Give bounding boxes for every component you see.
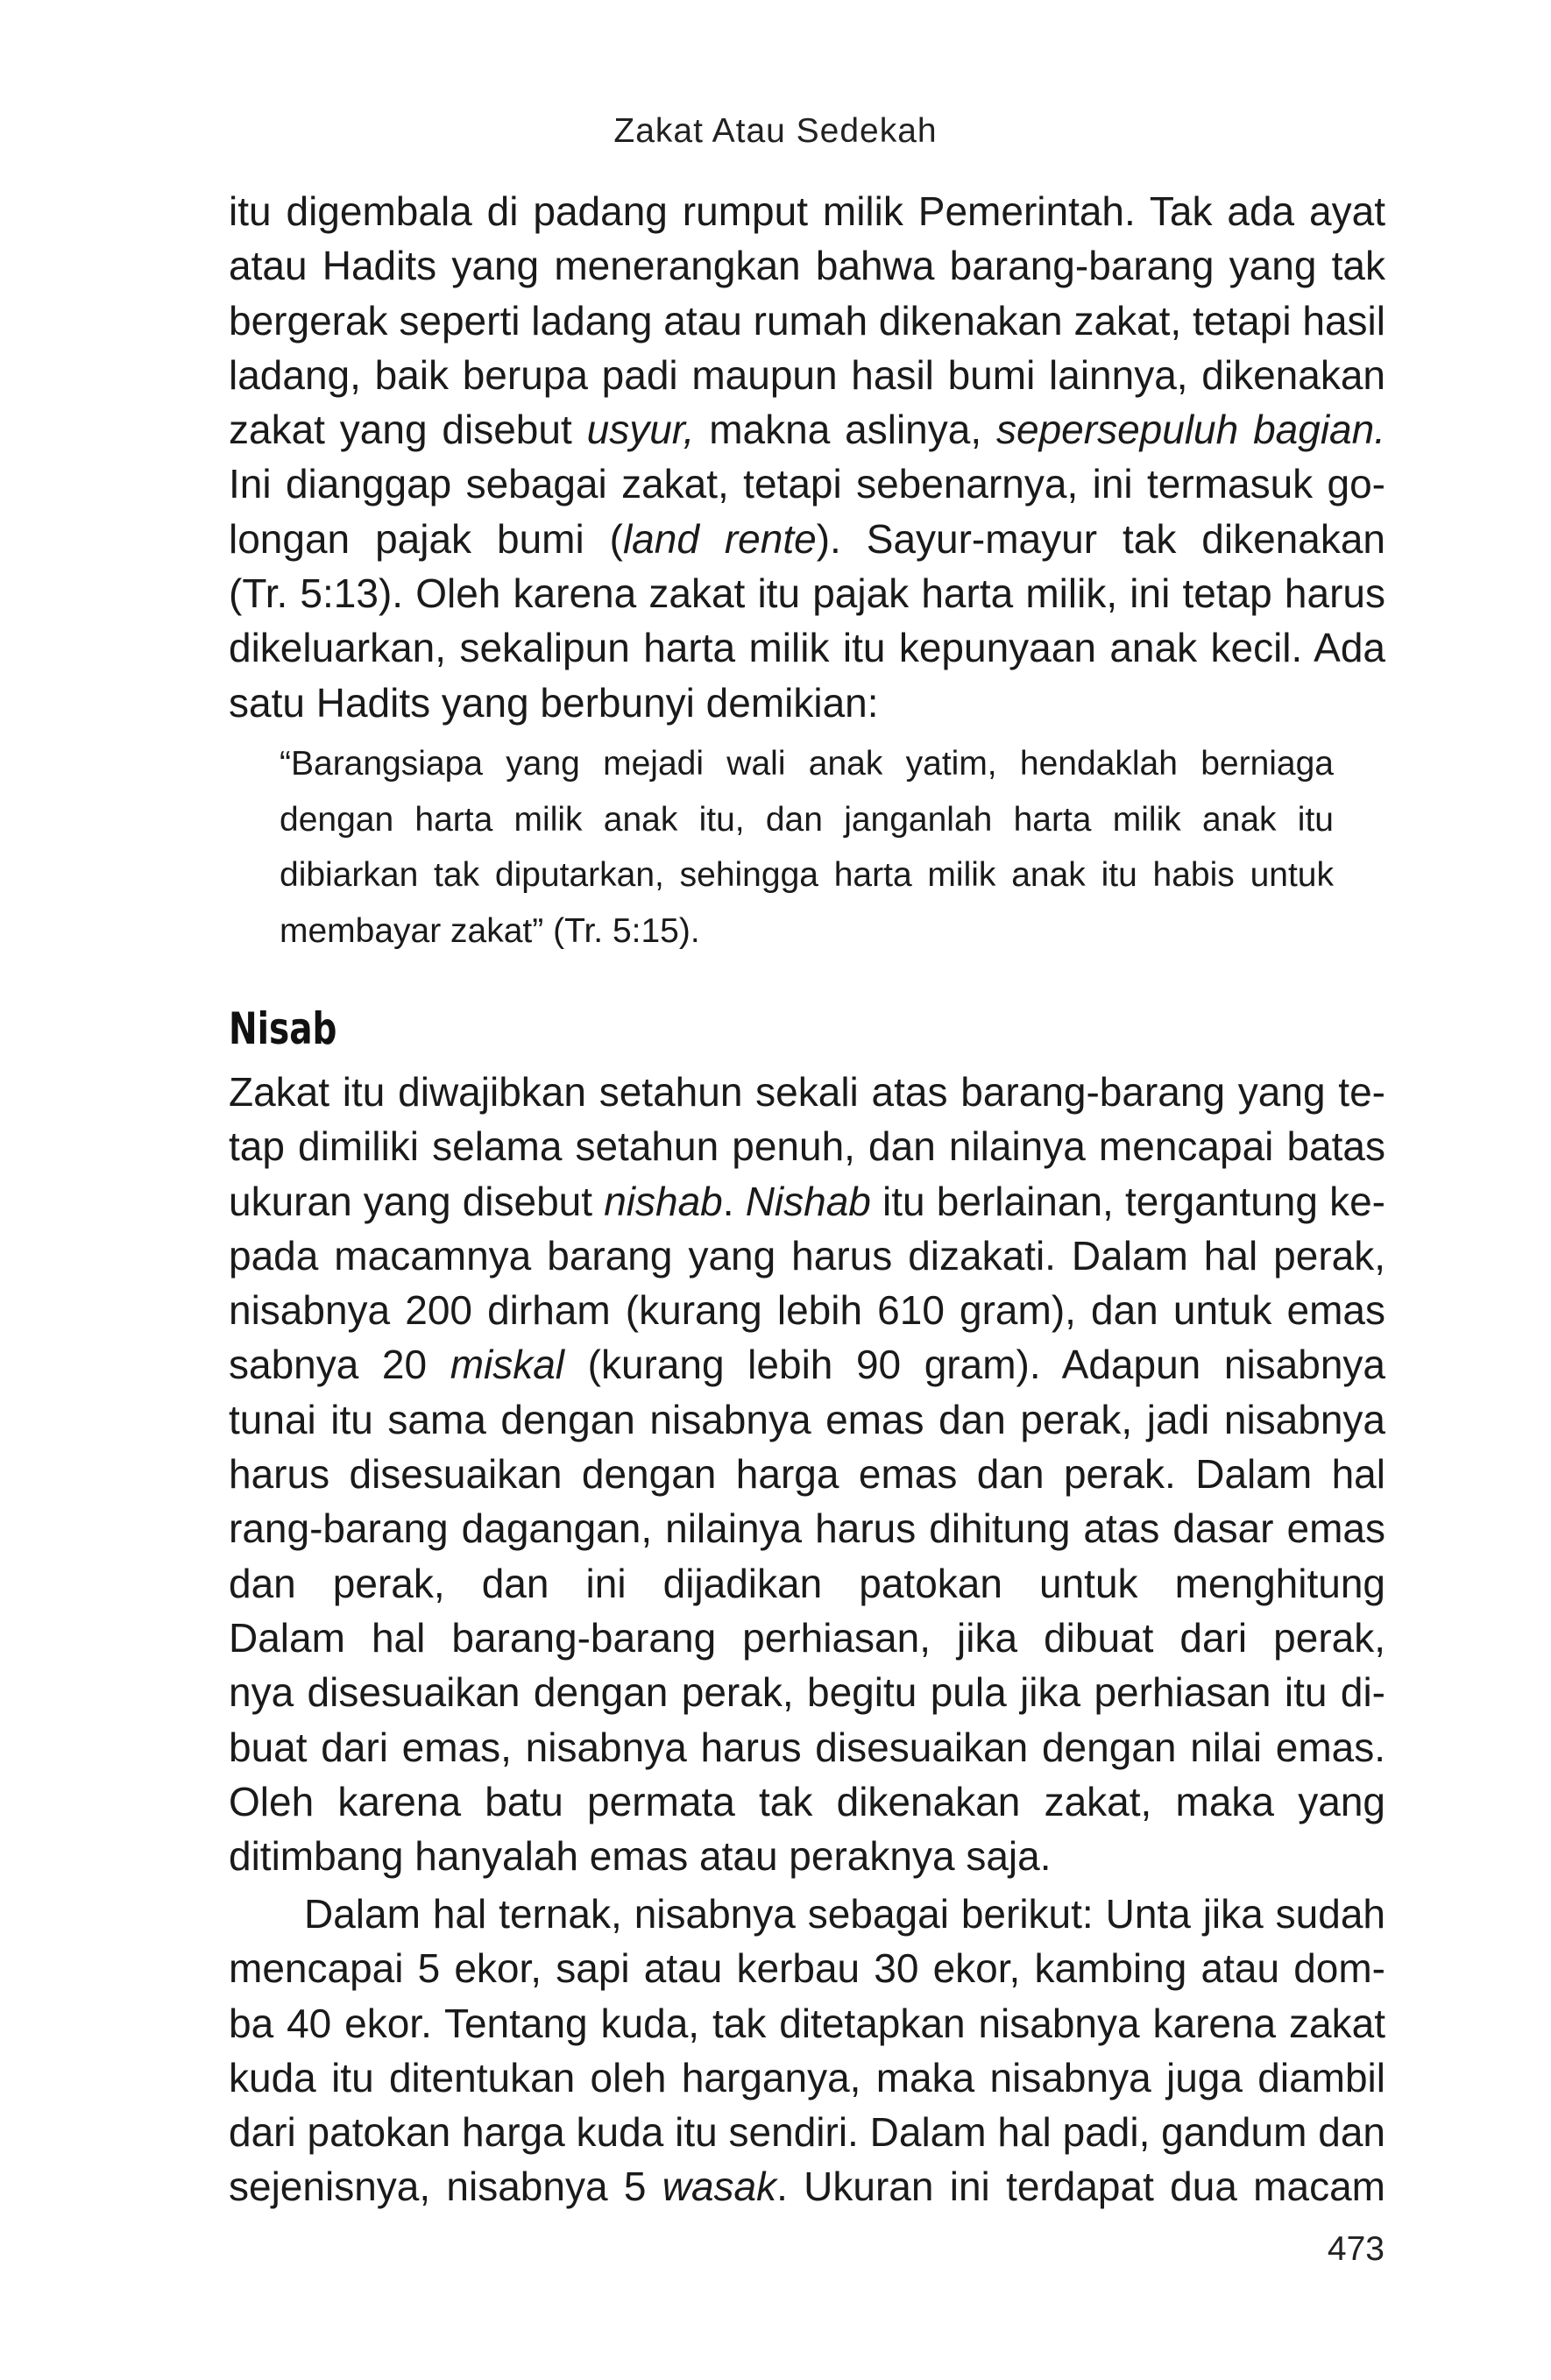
- quote-line: dibiarkan tak diputarkan, sehingga harta milik anak itu habis untuk: [280, 856, 1334, 894]
- term-miskal: miskal: [450, 1342, 565, 1388]
- text-line: [229, 512, 1385, 566]
- text-line: [229, 1174, 1385, 1229]
- text-line: (Tr. 5:13). Oleh karena zakat itu pajak harta milik, ini tetap harus: [229, 570, 1385, 617]
- paragraph-nisab: [229, 1065, 1385, 1883]
- term-usyur: usyur,: [586, 407, 695, 453]
- text-line: [229, 2159, 1385, 2214]
- text-run: ). Sayur-mayur tak dikenakan: [816, 515, 1385, 562]
- text-line: tap dimiliki selama setahun penuh, dan nilainya mencapai batas: [229, 1123, 1385, 1170]
- text-run: itu berlainan, tergantung ke-: [870, 1178, 1385, 1224]
- text-line: rang-barang dagangan, nilainya harus dihitung atas dasar emas: [229, 1505, 1385, 1552]
- page-number: 473: [1327, 2230, 1385, 2268]
- term-nishab: nishab: [604, 1178, 723, 1224]
- text-run: makna aslinya,: [694, 407, 996, 453]
- text-line: dari patokan harga kuda itu sendiri. Dalam hal padi, gandum dan: [229, 2109, 1385, 2156]
- text-line: satu Hadits yang berbunyi demikian:: [229, 679, 879, 726]
- text-line: Dalam hal ternak, nisabnya sebagai berikut: Unta jika sudah: [304, 1891, 1385, 1937]
- section-heading-nisab: Nisab: [229, 1003, 337, 1054]
- text-line: nya disesuaikan dengan perak, begitu pula jika perhiasan itu di-: [229, 1669, 1385, 1716]
- quote-line: dengan harta milik anak itu, dan janganlah harta milik anak itu: [280, 800, 1334, 839]
- text-run: longan pajak bumi (: [229, 515, 623, 562]
- text-line: ladang, baik berupa padi maupun hasil bumi lainnya, dikenakan: [229, 351, 1385, 398]
- text-run: zakat yang disebut: [229, 407, 587, 453]
- term-sepersepuluh-bagian: sepersepuluh bagian.: [996, 407, 1385, 453]
- text-line: tunai itu sama dengan nisabnya emas dan perak, jadi nisabnya: [229, 1396, 1385, 1442]
- text-line: Ini dianggap sebagai zakat, tetapi sebenarnya, ini termasuk go-: [229, 461, 1385, 507]
- quote-line: membayar zakat” (Tr. 5:15).: [280, 911, 700, 950]
- text-line: ditimbang hanyalah emas atau peraknya saja.: [229, 1833, 1052, 1880]
- text-line: kuda itu ditentukan oleh harganya, maka nisabnya juga diambil: [229, 2054, 1385, 2100]
- text-line: dikeluarkan, sekalipun harta milik itu kepunyaan anak kecil. Ada: [229, 625, 1385, 671]
- text-line: Zakat itu diwajibkan setahun sekali atas barang-barang yang te-: [229, 1069, 1385, 1115]
- text-run: (kurang lebih 90 gram). Adapun nisabnya: [587, 1342, 1385, 1388]
- paragraph-continued: [229, 184, 1385, 730]
- text-line: bergerak seperti ladang atau rumah dikenakan zakat, tetapi hasil: [229, 297, 1385, 344]
- text-line: pada macamnya barang yang harus dizakati. Dalam hal perak,: [229, 1232, 1385, 1279]
- text-line: dan perak, dan ini dijadikan patokan untuk menghitung: [229, 1560, 1385, 1606]
- term-wasak: wasak: [662, 2164, 777, 2210]
- text-run: sejenisnya, nisabnya 5: [229, 2164, 662, 2210]
- text-line: itu digembala di padang rumput milik Pemerintah. Tak ada ayat: [229, 188, 1385, 234]
- running-header: Zakat Atau Sedekah: [613, 112, 938, 150]
- term-nishab: Nishab: [745, 1178, 871, 1224]
- text-line: ba 40 ekor. Tentang kuda, tak ditetapkan nisabnya karena zakat: [229, 2000, 1385, 2046]
- paragraph-ternak: [229, 1887, 1385, 2214]
- text-line: mencapai 5 ekor, sapi atau kerbau 30 ekor, kambing atau dom-: [229, 1945, 1385, 1992]
- text-line: Dalam hal barang-barang perhiasan, jika dibuat dari perak,: [229, 1614, 1385, 1661]
- text-line: buat dari emas, nisabnya harus disesuaikan dengan nilai emas.: [229, 1724, 1385, 1770]
- text-line: Oleh karena batu permata tak dikenakan zakat, maka yang: [229, 1778, 1385, 1824]
- text-run: sabnya 20: [229, 1342, 450, 1388]
- text-line: atau Hadits yang menerangkan bahwa barang-barang yang tak: [229, 243, 1385, 289]
- text-run: . Ukuran ini terdapat dua macam: [776, 2164, 1385, 2210]
- text-line: [229, 402, 1385, 457]
- text-line: nisabnya 200 dirham (kurang lebih 610 gram), dan untuk emas: [229, 1287, 1385, 1334]
- text-line: [229, 1337, 1385, 1392]
- hadith-quote: [280, 736, 1334, 959]
- text-run: ukuran yang disebut: [229, 1178, 605, 1224]
- text-line: harus disesuaikan dengan harga emas dan perak. Dalam hal: [229, 1451, 1385, 1498]
- quote-line: “Barangsiapa yang mejadi wali anak yatim, hendaklah berniaga: [280, 745, 1334, 783]
- term-land-rente: land rente: [622, 515, 817, 562]
- text-run: .: [722, 1178, 746, 1224]
